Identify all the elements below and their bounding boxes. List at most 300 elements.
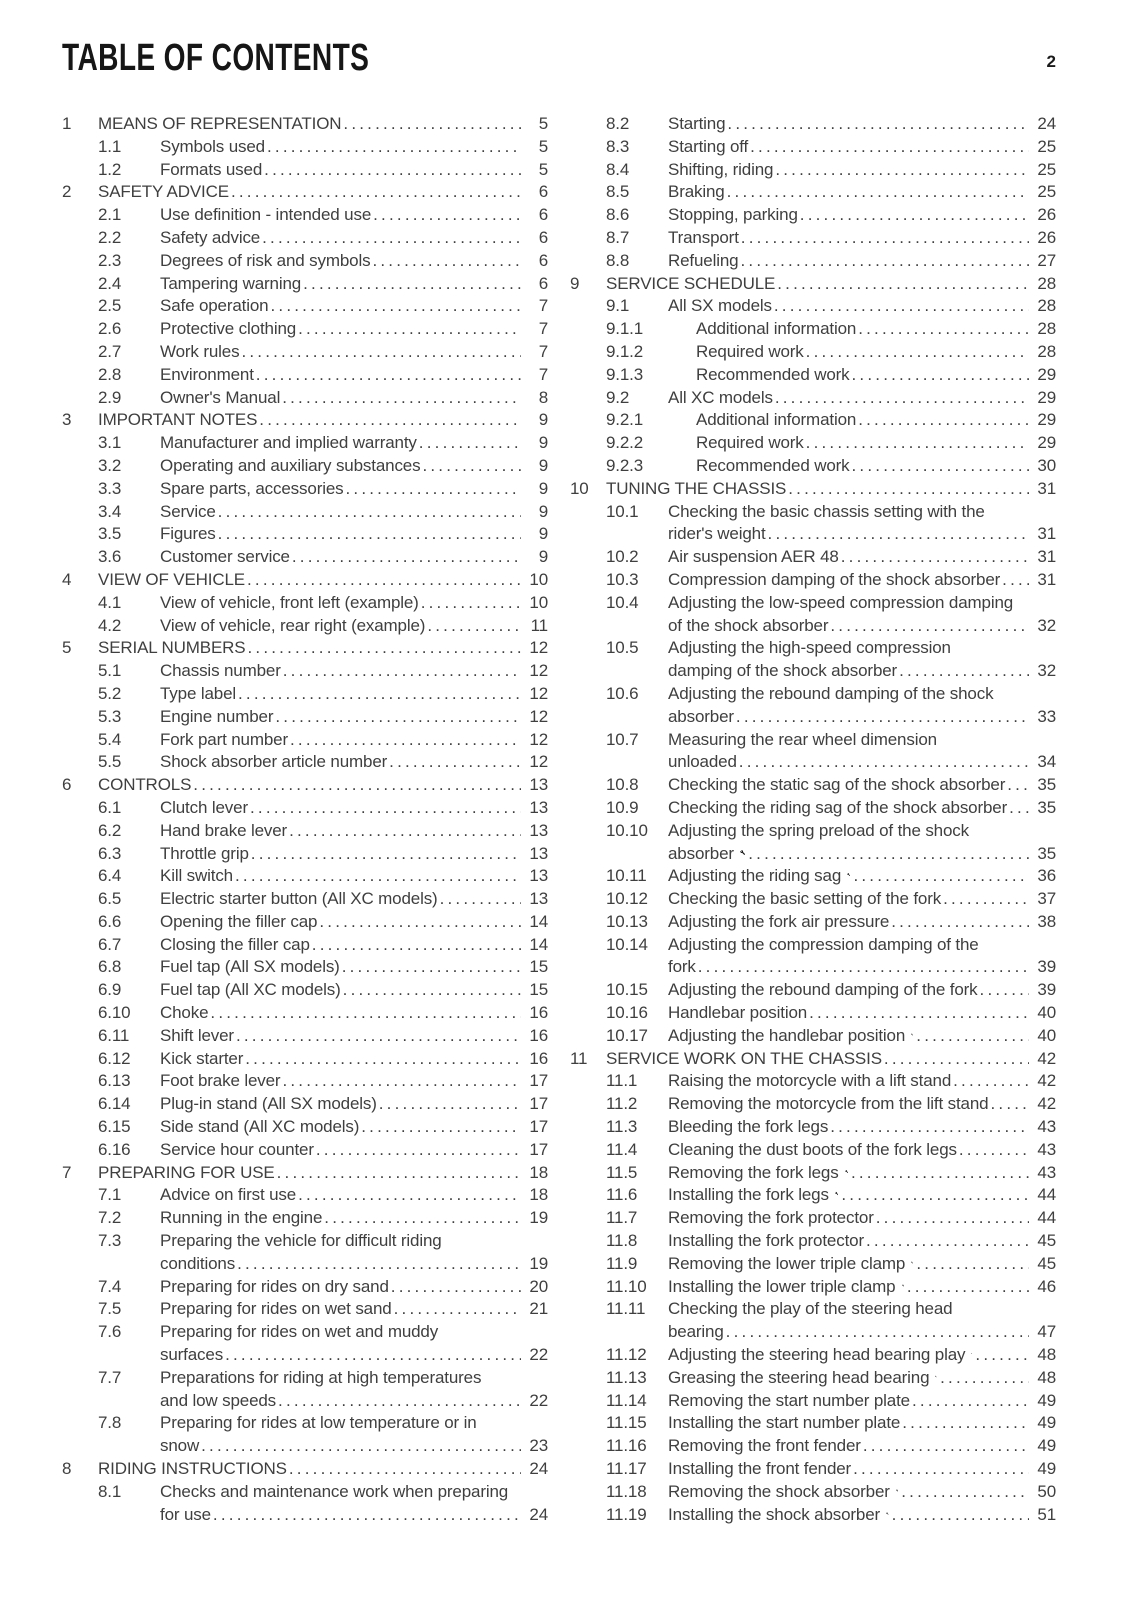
toc-entry[interactable] — [62, 1276, 548, 1299]
toc-entry[interactable] — [570, 1230, 1056, 1253]
entry-number: 7 — [62, 1162, 72, 1182]
dot-leader — [394, 1298, 521, 1321]
entry-number: 11.3 — [606, 1117, 638, 1137]
toc-entry[interactable] — [62, 637, 548, 660]
toc-entry[interactable] — [62, 364, 548, 387]
entry-page-ref: 31 — [1037, 524, 1056, 544]
toc-entry[interactable] — [570, 250, 1056, 273]
toc-entry[interactable] — [570, 387, 1056, 410]
dot-leader — [841, 546, 1029, 569]
toc-entry[interactable] — [570, 911, 1056, 934]
toc-entry[interactable] — [62, 934, 548, 957]
toc-entry[interactable] — [62, 751, 548, 774]
entry-title: Plug-in stand (All SX models) — [160, 1094, 377, 1114]
toc-entry[interactable] — [570, 1458, 1056, 1481]
entry-page-ref: 43 — [1037, 1117, 1056, 1137]
entry-page-ref: 9 — [538, 478, 548, 498]
entry-number: 10.11 — [606, 866, 647, 886]
entry-title: View of vehicle, rear right (example) — [160, 615, 426, 635]
entry-page-ref: 22 — [529, 1345, 548, 1365]
entry-title: Transport — [668, 227, 739, 247]
toc-entry[interactable] — [570, 592, 1056, 638]
toc-entry[interactable] — [62, 501, 548, 524]
toc-entry[interactable] — [570, 113, 1056, 136]
toc-entry[interactable] — [62, 1458, 548, 1481]
toc-entry[interactable] — [62, 181, 548, 204]
toc-entry[interactable] — [570, 1435, 1056, 1458]
toc-entry[interactable] — [570, 204, 1056, 227]
dot-leader — [852, 455, 1030, 478]
dot-leader — [312, 934, 521, 957]
toc-entry[interactable] — [62, 615, 548, 638]
dot-leader — [943, 888, 1029, 911]
entry-title: Checking the basic setting of the fork — [668, 889, 942, 909]
entry-number: 11.7 — [606, 1208, 638, 1228]
entry-number: 9.2.3 — [606, 455, 644, 475]
toc-entry[interactable] — [62, 227, 548, 250]
toc-entry[interactable] — [62, 455, 548, 478]
toc-entry[interactable] — [62, 1367, 548, 1413]
entry-number: 8.7 — [606, 227, 630, 247]
toc-entry[interactable] — [570, 865, 1056, 888]
entry-title: Braking — [668, 182, 725, 202]
toc-entry[interactable] — [62, 1230, 548, 1276]
entry-number: 7.6 — [98, 1322, 122, 1342]
entry-number: 10.17 — [606, 1025, 648, 1045]
toc-entry[interactable] — [570, 1002, 1056, 1025]
entry-page-ref: 12 — [529, 638, 548, 658]
toc-entry[interactable] — [570, 888, 1056, 911]
entry-title: Running in the engine — [160, 1208, 323, 1228]
entry-title: Preparing for rides on wet sand — [160, 1299, 392, 1319]
dot-leader — [379, 1093, 521, 1116]
toc-entry[interactable] — [570, 1481, 1056, 1504]
entry-number: 10.15 — [606, 980, 648, 1000]
toc-entry[interactable] — [62, 204, 548, 227]
entry-page-ref: 16 — [529, 1003, 548, 1023]
toc-entry[interactable] — [570, 341, 1056, 364]
entry-page-ref: 6 — [538, 250, 548, 270]
entry-number: 9 — [570, 273, 580, 293]
toc-entry[interactable] — [570, 478, 1056, 501]
toc-entry[interactable] — [570, 1298, 1056, 1344]
dot-leader — [361, 1116, 521, 1139]
entry-title: Greasing the steering head bearing — [668, 1367, 930, 1387]
entry-title: Degrees of risk and symbols — [160, 250, 371, 270]
toc-entry[interactable] — [570, 797, 1056, 820]
entry-page-ref: 19 — [529, 1208, 548, 1228]
toc-entry[interactable] — [570, 1253, 1056, 1276]
toc-entry[interactable] — [62, 569, 548, 592]
entry-number: 9.2 — [606, 387, 630, 407]
toc-entry[interactable] — [570, 1093, 1056, 1116]
toc-entry[interactable] — [62, 979, 548, 1002]
entry-title: Starting — [668, 114, 726, 133]
toc-entry[interactable] — [570, 432, 1056, 455]
entry-title: Recommended work — [696, 455, 850, 475]
dot-leader — [853, 1458, 1029, 1481]
entry-number: 5.1 — [98, 661, 122, 681]
toc-entry[interactable] — [62, 1002, 548, 1025]
entry-page-ref: 50 — [1037, 1481, 1056, 1501]
toc-entry[interactable] — [62, 774, 548, 797]
dot-leader — [750, 136, 1029, 159]
entry-number: 8.2 — [606, 114, 630, 133]
dot-leader — [858, 409, 1029, 432]
entry-page-ref: 34 — [1037, 752, 1056, 772]
toc-entry[interactable] — [62, 250, 548, 273]
toc-entry[interactable] — [570, 1412, 1056, 1435]
entry-page-ref: 23 — [529, 1436, 548, 1456]
entry-title: Installing the lower triple clamp — [668, 1276, 896, 1296]
entry-number: 9.1.3 — [606, 364, 644, 384]
wrench-icon — [845, 1164, 848, 1179]
dot-leader — [959, 1139, 1029, 1162]
entry-number: 7.8 — [98, 1413, 122, 1433]
entry-page-ref: 44 — [1037, 1208, 1056, 1228]
toc-entry[interactable] — [570, 1367, 1056, 1390]
entry-page-ref: 17 — [529, 1139, 548, 1159]
entry-title-line: Checks and maintenance work when preparing — [160, 1481, 509, 1501]
entry-page-ref: 35 — [1037, 775, 1056, 795]
entry-title: Environment — [160, 364, 254, 384]
toc-entry[interactable] — [62, 478, 548, 501]
dot-leader — [342, 956, 521, 979]
entry-page-ref: 10 — [529, 569, 548, 589]
toc-entry[interactable] — [570, 273, 1056, 296]
entry-title: TUNING THE CHASSIS — [606, 478, 787, 498]
toc-entry[interactable] — [62, 660, 548, 683]
toc-entry[interactable] — [62, 1070, 548, 1093]
toc-entry[interactable] — [570, 1162, 1056, 1185]
entry-number: 6.2 — [98, 820, 122, 840]
toc-entry[interactable] — [570, 501, 1056, 547]
toc-entry[interactable] — [570, 1070, 1056, 1093]
dot-leader — [289, 1458, 521, 1481]
dot-leader — [278, 1390, 521, 1413]
entry-page-ref: 7 — [538, 296, 548, 316]
entry-number: 10.10 — [606, 820, 648, 840]
entry-page-ref: 45 — [1037, 1253, 1056, 1273]
entry-number: 11.13 — [606, 1367, 647, 1387]
toc-entry[interactable] — [62, 273, 548, 296]
entry-title-line: Preparing the vehicle for difficult riding — [160, 1231, 442, 1251]
toc-entry[interactable] — [62, 1321, 548, 1367]
toc-entry[interactable] — [570, 455, 1056, 478]
toc-entry[interactable] — [62, 409, 548, 432]
toc-entry[interactable] — [570, 1207, 1056, 1230]
entry-number: 11.5 — [606, 1162, 638, 1182]
entry-title: Advice on first use — [160, 1185, 297, 1205]
entry-number: 11.2 — [606, 1094, 638, 1114]
entry-number: 3.2 — [98, 455, 122, 475]
entry-title: Work rules — [160, 341, 240, 361]
toc-entry[interactable] — [62, 113, 548, 136]
entry-page-ref: 45 — [1037, 1231, 1056, 1251]
toc-entry[interactable] — [62, 1139, 548, 1162]
entry-number: 2.6 — [98, 319, 122, 339]
toc-column-right — [570, 113, 1056, 1526]
entry-title: Customer service — [160, 547, 290, 567]
entry-number: 5.2 — [98, 683, 122, 703]
dot-leader — [916, 1253, 1029, 1276]
entry-page-ref: 39 — [1037, 980, 1056, 1000]
toc-entry[interactable] — [570, 1184, 1056, 1207]
entry-number: 9.2.1 — [606, 410, 644, 430]
toc-entry[interactable] — [570, 1116, 1056, 1139]
toc-entry[interactable] — [570, 1390, 1056, 1413]
page-number: 2 — [1046, 52, 1056, 71]
entry-title: Service hour counter — [160, 1139, 314, 1159]
entry-page-ref: 7 — [538, 341, 548, 361]
toc-entry[interactable] — [62, 843, 548, 866]
toc-entry[interactable] — [570, 159, 1056, 182]
toc-entry[interactable] — [570, 774, 1056, 797]
entry-number: 6.7 — [98, 934, 122, 954]
toc-entry[interactable] — [62, 683, 548, 706]
toc-entry[interactable] — [570, 1139, 1056, 1162]
toc-entry[interactable] — [570, 364, 1056, 387]
dot-leader — [800, 204, 1029, 227]
entry-title: Recommended work — [696, 364, 850, 384]
dot-leader — [235, 865, 521, 888]
toc-entry[interactable] — [570, 136, 1056, 159]
entry-title: unloaded — [668, 752, 737, 772]
toc-entry[interactable] — [570, 729, 1056, 775]
entry-page-ref: 29 — [1037, 433, 1056, 453]
entry-number: 11.12 — [606, 1345, 647, 1365]
toc-entry[interactable] — [570, 227, 1056, 250]
entry-title: Shift lever — [160, 1025, 234, 1045]
entry-title: and low speeds — [160, 1390, 277, 1410]
entry-page-ref: 13 — [529, 889, 548, 909]
entry-title: Service — [160, 501, 216, 521]
toc-entry[interactable] — [62, 1093, 548, 1116]
entry-title: Owner's Manual — [160, 387, 281, 407]
toc-entry[interactable] — [62, 546, 548, 569]
toc-entry[interactable] — [570, 318, 1056, 341]
dot-leader — [218, 523, 521, 546]
dot-leader — [858, 318, 1029, 341]
dot-leader — [277, 1162, 521, 1185]
entry-title: Checking the static sag of the shock absorber — [668, 775, 1006, 795]
dot-leader — [298, 318, 521, 341]
entry-number: 11.11 — [606, 1299, 646, 1319]
toc-entry[interactable] — [62, 1207, 548, 1230]
toc-entry[interactable] — [62, 318, 548, 341]
toc-entry[interactable] — [62, 1025, 548, 1048]
entry-title: Type label — [160, 683, 236, 703]
dot-leader — [940, 1367, 1029, 1390]
dot-leader — [863, 1435, 1029, 1458]
entry-title: Symbols used — [160, 136, 265, 156]
toc-entry[interactable] — [62, 729, 548, 752]
entry-number: 4.1 — [98, 592, 122, 612]
toc-entry[interactable] — [62, 295, 548, 318]
toc-entry[interactable] — [570, 1504, 1056, 1527]
dot-leader — [1009, 797, 1029, 820]
dot-leader — [213, 1504, 521, 1527]
entry-page-ref: 28 — [1037, 296, 1056, 316]
dot-leader — [262, 227, 521, 250]
entry-title: Side stand (All XC models) — [160, 1117, 360, 1137]
entry-number: 8.4 — [606, 159, 630, 179]
entry-number: 10.7 — [606, 729, 639, 749]
dot-leader — [267, 136, 521, 159]
entry-title: Removing the motorcycle from the lift stand — [668, 1094, 989, 1114]
entry-title: Figures — [160, 524, 216, 544]
entry-page-ref: 7 — [538, 319, 548, 339]
dot-leader — [427, 615, 521, 638]
dot-leader — [775, 159, 1029, 182]
dot-leader — [891, 911, 1029, 934]
toc-entry[interactable] — [570, 934, 1056, 980]
entry-number: 6.10 — [98, 1003, 131, 1023]
toc-entry[interactable] — [62, 1298, 548, 1321]
dot-leader — [210, 1002, 521, 1025]
entry-number: 3.5 — [98, 524, 122, 544]
entry-title: Operating and auxiliary substances — [160, 455, 421, 475]
wrench-icon — [740, 845, 745, 860]
toc-entry[interactable] — [62, 1048, 548, 1071]
toc-entry[interactable] — [62, 1162, 548, 1185]
toc-entry[interactable] — [62, 341, 548, 364]
entry-page-ref: 5 — [538, 136, 548, 156]
toc-entry[interactable] — [62, 387, 548, 410]
entry-title: Use definition - intended use — [160, 205, 372, 225]
entry-number: 8 — [62, 1459, 72, 1479]
toc-entry[interactable] — [62, 865, 548, 888]
dot-leader — [292, 546, 521, 569]
entry-page-ref: 49 — [1037, 1390, 1056, 1410]
dot-leader — [852, 364, 1030, 387]
dot-leader — [788, 478, 1029, 501]
entry-page-ref: 11 — [530, 615, 548, 635]
entry-title: Fuel tap (All SX models) — [160, 957, 340, 977]
toc-entry[interactable] — [570, 820, 1056, 866]
entry-number: 6.9 — [98, 980, 122, 1000]
entry-page-ref: 24 — [529, 1459, 548, 1479]
entry-number: 5.4 — [98, 729, 122, 749]
entry-title: Tampering warning — [160, 273, 302, 293]
entry-number: 5 — [62, 638, 72, 658]
toc-entry[interactable] — [570, 295, 1056, 318]
entry-title: bearing — [668, 1322, 724, 1342]
entry-title: damping of the shock absorber — [668, 661, 898, 681]
toc-entry[interactable] — [62, 956, 548, 979]
toc-entry[interactable] — [570, 1025, 1056, 1048]
entry-number: 6.11 — [98, 1025, 130, 1045]
entry-title: Removing the shock absorber — [668, 1481, 890, 1501]
toc-entry[interactable] — [62, 911, 548, 934]
entry-number: 1 — [62, 114, 72, 133]
dot-leader — [247, 569, 521, 592]
dot-leader — [282, 1070, 521, 1093]
toc-entry[interactable] — [570, 409, 1056, 432]
entry-number: 11.15 — [606, 1413, 647, 1433]
dot-leader — [440, 888, 521, 911]
entry-title: RIDING INSTRUCTIONS — [98, 1459, 287, 1479]
entry-title-line: Preparing for rides at low temperature or in — [160, 1413, 477, 1433]
toc-entry[interactable] — [570, 1344, 1056, 1367]
entry-title: Cleaning the dust boots of the fork legs — [668, 1139, 957, 1159]
entry-title: Clutch lever — [160, 797, 248, 817]
entry-page-ref: 24 — [1037, 114, 1056, 133]
toc-entry[interactable] — [62, 1116, 548, 1139]
toc-entry[interactable] — [570, 683, 1056, 729]
entry-page-ref: 15 — [529, 957, 548, 977]
toc-entry[interactable] — [62, 820, 548, 843]
entry-page-ref: 40 — [1037, 1025, 1056, 1045]
entry-page-ref: 32 — [1037, 615, 1056, 635]
dot-leader — [419, 432, 521, 455]
toc-entry[interactable] — [570, 1048, 1056, 1071]
toc-entry[interactable] — [62, 136, 548, 159]
entry-number: 10.9 — [606, 797, 639, 817]
dot-leader — [290, 729, 521, 752]
entry-title: SAFETY ADVICE — [98, 182, 229, 202]
toc-entry[interactable] — [62, 888, 548, 911]
wrench-icon — [886, 1506, 889, 1521]
entry-title: Removing the start number plate — [668, 1390, 910, 1410]
toc-entry[interactable] — [570, 637, 1056, 683]
toc-entry[interactable] — [62, 592, 548, 615]
dot-leader — [736, 706, 1029, 729]
entry-page-ref: 16 — [529, 1025, 548, 1045]
toc-entry[interactable] — [62, 706, 548, 729]
entry-title: VIEW OF VEHICLE — [98, 569, 245, 589]
page-title: TABLE OF CONTENTS — [62, 37, 370, 79]
toc-entry[interactable] — [570, 1276, 1056, 1299]
entry-title: Manufacturer and implied warranty — [160, 433, 417, 453]
toc-entry[interactable] — [62, 159, 548, 182]
entry-title: Engine number — [160, 706, 274, 726]
entry-page-ref: 13 — [529, 797, 548, 817]
entry-number: 4 — [62, 569, 72, 589]
entry-title: Removing the fork protector — [668, 1208, 874, 1228]
toc-entry[interactable] — [570, 979, 1056, 1002]
dot-leader — [324, 1207, 521, 1230]
entry-page-ref: 17 — [529, 1071, 548, 1091]
dot-leader — [283, 660, 521, 683]
toc-entry[interactable] — [62, 1481, 548, 1527]
entry-number: 11.9 — [606, 1253, 638, 1273]
entry-page-ref: 24 — [529, 1504, 548, 1524]
toc-entry[interactable] — [570, 569, 1056, 592]
entry-title-line: Measuring the rear wheel dimension — [668, 729, 937, 749]
dot-leader — [391, 1276, 521, 1299]
toc-entry[interactable] — [62, 1184, 548, 1207]
dot-leader — [727, 181, 1029, 204]
dot-leader — [809, 1002, 1029, 1025]
dot-leader — [256, 364, 521, 387]
entry-page-ref: 37 — [1037, 889, 1056, 909]
entry-page-ref: 12 — [529, 706, 548, 726]
toc-entry[interactable] — [62, 797, 548, 820]
dot-leader — [372, 250, 521, 273]
entry-title: Shifting, riding — [668, 159, 774, 179]
toc-entry[interactable] — [62, 432, 548, 455]
toc-entry[interactable] — [62, 1412, 548, 1458]
toc-entry[interactable] — [570, 181, 1056, 204]
toc-entry[interactable] — [62, 523, 548, 546]
toc-entry[interactable] — [570, 546, 1056, 569]
entry-title: Electric starter button (All XC models) — [160, 889, 438, 909]
entry-title: fork — [668, 957, 696, 977]
dot-leader — [866, 1230, 1029, 1253]
page-header — [62, 37, 1056, 79]
entry-number: 7.5 — [98, 1299, 122, 1319]
